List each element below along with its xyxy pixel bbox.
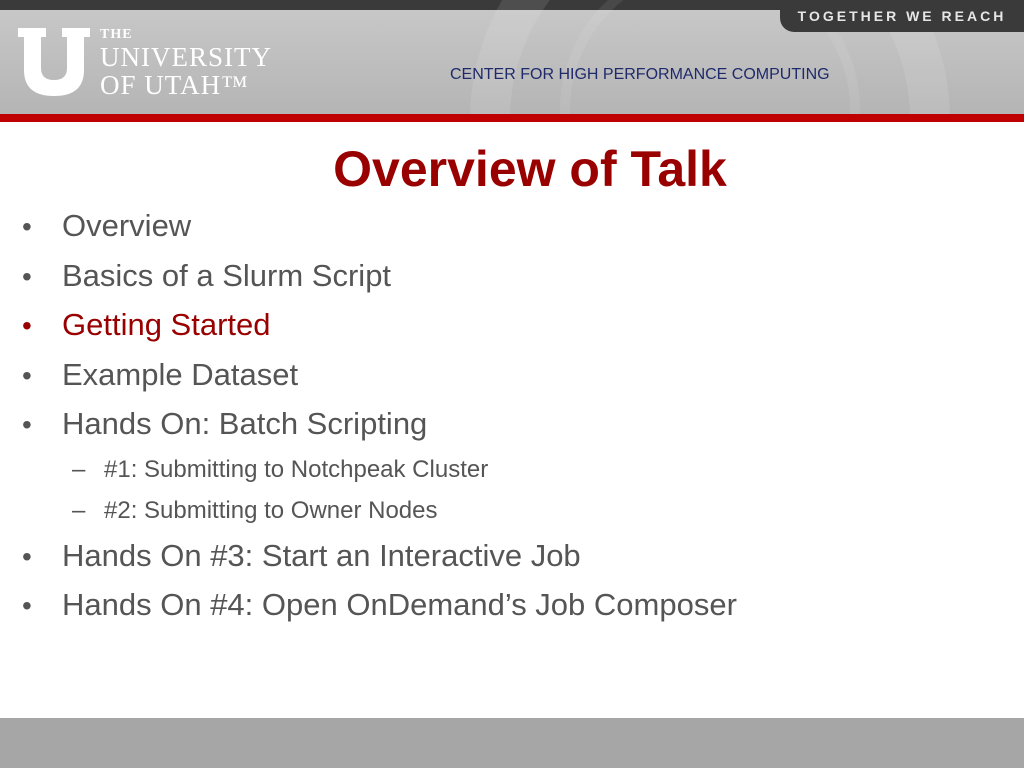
bullet-marker: • [22,211,32,242]
slide-footer-bar [0,718,1024,768]
bullet-item [22,258,982,308]
sub-bullet-marker: – [72,455,86,483]
bullet-marker: • [22,359,32,391]
sub-bullet-text: #1: Submitting to Notchpeak Cluster [104,455,489,483]
bullet-item [22,587,982,637]
university-wordmark [100,28,272,99]
sub-bullet-item [22,497,982,538]
bullet-marker: • [22,590,32,621]
bullet-item [22,208,982,258]
logo-university-text: UNIVERSITY [100,42,272,72]
tagline-text: TOGETHER WE REACH [797,8,1007,24]
bullet-text: Overview [62,208,192,243]
logo-the-text: THE [100,27,133,42]
bullet-marker: • [22,540,32,572]
slide-header [0,0,1024,122]
bullet-marker: • [22,310,32,341]
bullet-item [22,406,982,456]
sub-bullet-item [22,456,982,497]
bullet-text: Hands On #4: Open OnDemand’s Job Composer [62,587,737,622]
sub-bullet-marker: – [72,496,86,524]
center-label: CENTER FOR HIGH PERFORMANCE COMPUTING [450,66,830,83]
header-red-rule [0,114,1024,122]
bullet-marker: • [22,409,32,440]
slide-title: Overview of Talk [333,141,727,197]
bullet-item [22,538,982,588]
tagline-tab [780,0,1024,32]
bullet-marker: • [22,260,32,292]
bullet-item [22,357,982,407]
bullet-text: Getting Started [62,307,271,342]
bullet-text: Example Dataset [62,356,299,392]
sub-bullet-text: #2: Submitting to Owner Nodes [104,496,438,524]
bullet-item-active [22,307,982,357]
bullet-text: Hands On #3: Start an Interactive Job [62,537,581,573]
bullet-list [22,208,982,637]
bullet-text: Hands On: Batch Scripting [62,406,428,441]
bullet-text: Basics of a Slurm Script [62,257,392,293]
university-u-logo-icon [18,28,90,96]
logo-of-utah-text: OF UTAH™ [100,70,249,100]
